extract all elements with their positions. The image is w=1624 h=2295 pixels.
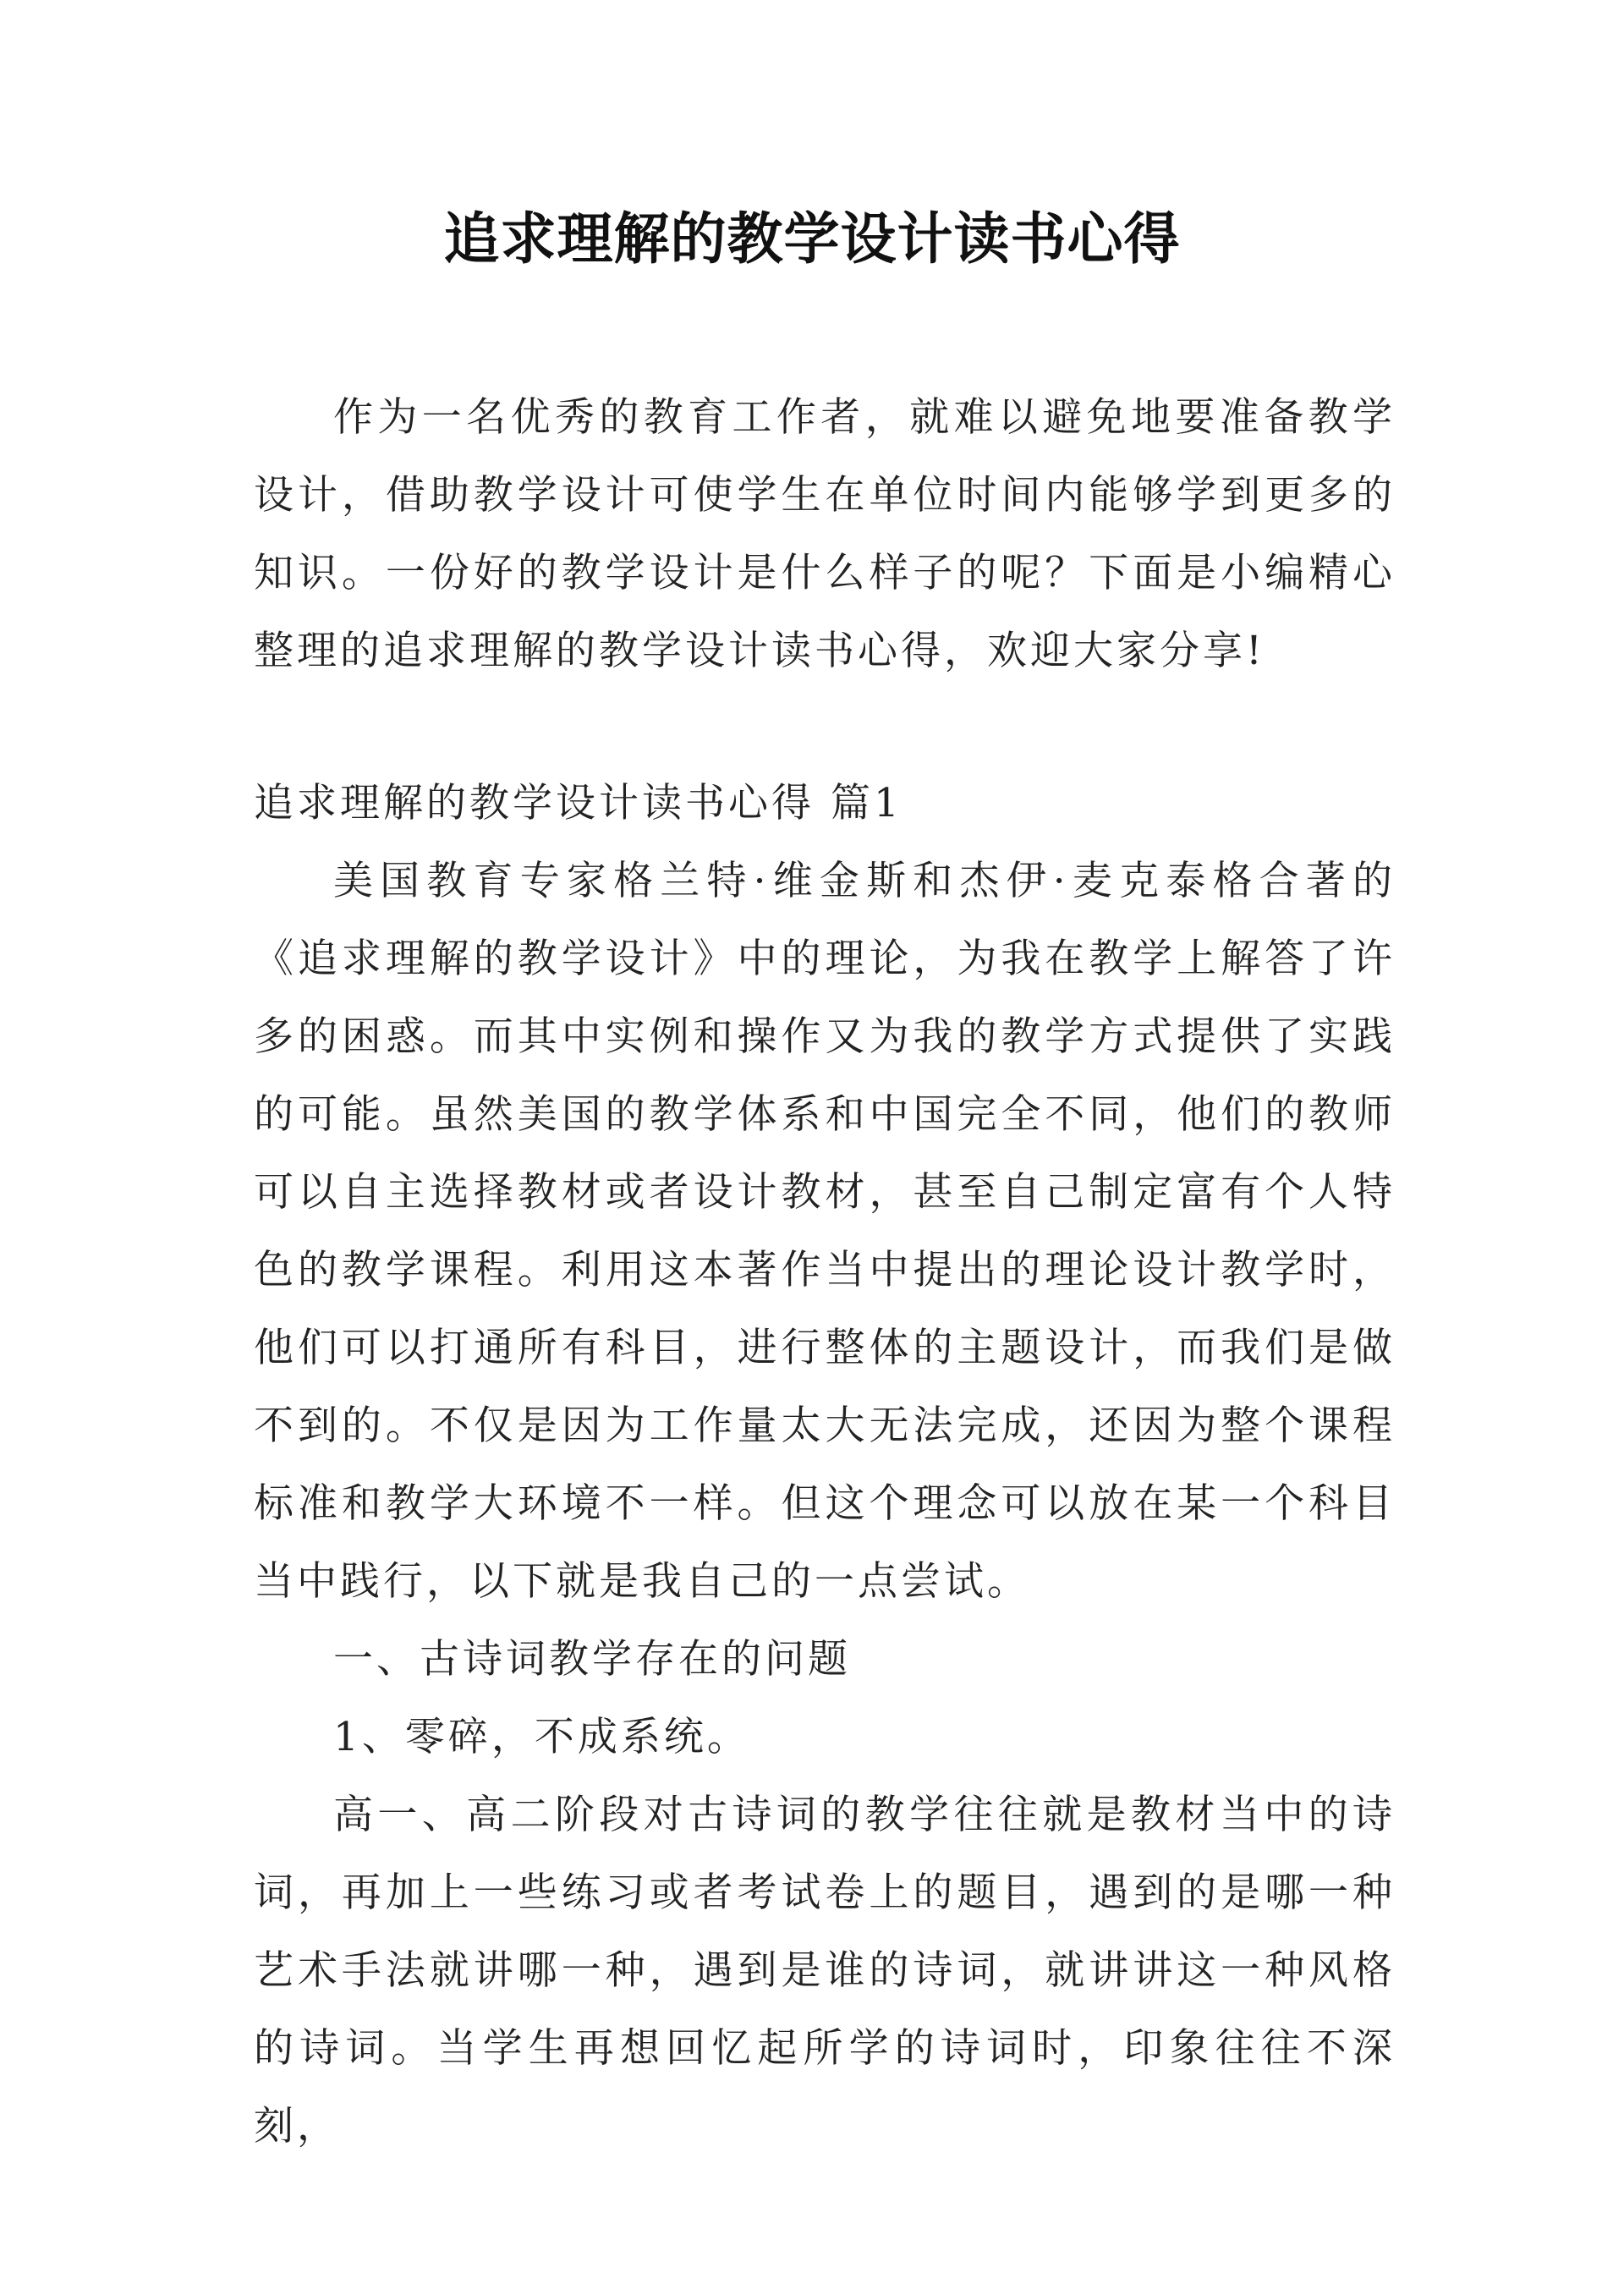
body-paragraph-1: 美国教育专家格兰特·维金斯和杰伊·麦克泰格合著的《追求理解的教学设计》中的理论，为我在教学上解答了许多的困惑。而其中实例和操作又为我的教学方式提供了实践的可能。虽然美国的教学体系和中国完全不同，他们的教师可以自主选择教材或者设计教材，甚至自己制定富有个人特色的教学课程。利用这本著作当中提出的理论设计教学时，他们可以打通所有科目，进行整体的主题设计，而我们是做不到的。不仅是因为工作量太大无法完成，还因为整个课程标准和教学大环境不一样。但这个理念可以放在某一个科目当中践行，以下就是我自己的一点尝试。 <box>254 858 1396 1605</box>
section-heading: 追求理解的教学设计读书心得 篇1 <box>254 780 903 826</box>
subheading-point-1: 1、零碎，不成系统。 <box>333 1714 750 1760</box>
section-gap <box>254 690 1396 765</box>
subheading-problems: 一、古诗词教学存在的问题 <box>333 1636 851 1683</box>
document-body <box>254 379 1396 2166</box>
body-paragraph-2: 高一、高二阶段对古诗词的教学往往就是教材当中的诗词，再加上一些练习或者考试卷上的题目，遇到的是哪一种艺术手法就讲哪一种，遇到是谁的诗词，就讲讲这一种风格的诗词。当学生再想回忆起所学的诗词时，印象往往不深刻， <box>254 1792 1396 2150</box>
intro-paragraph: 作为一名优秀的教育工作者，就难以避免地要准备教学设计，借助教学设计可使学生在单位时间内能够学到更多的知识。一份好的教学设计是什么样子的呢？下面是小编精心整理的追求理解的教学设计读书心得，欢迎大家分享! <box>254 394 1396 674</box>
document-title: 追求理解的教学设计读书心得 <box>443 206 1181 272</box>
